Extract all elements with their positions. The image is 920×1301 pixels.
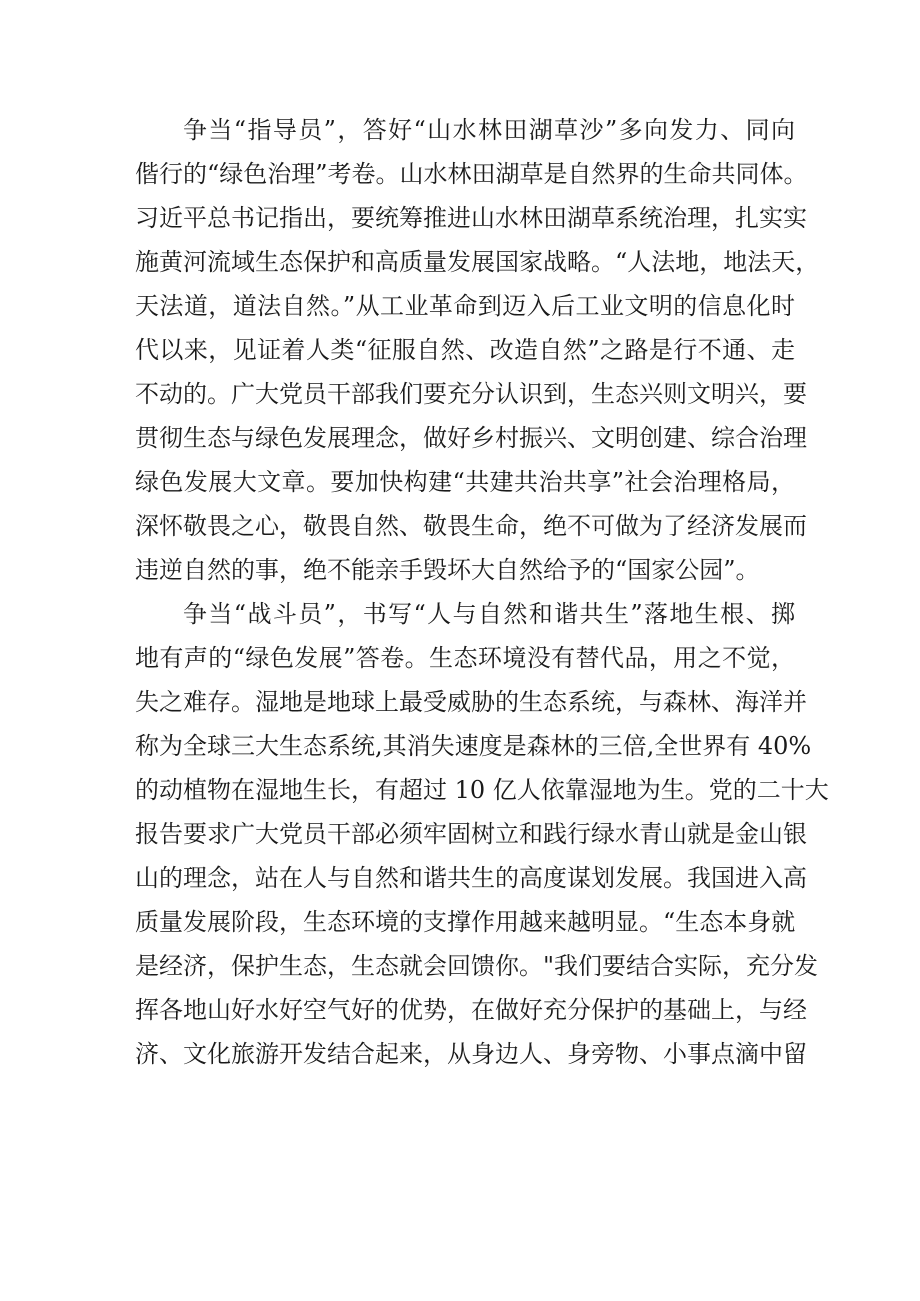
text-line: 天法道，道法自然。”从工业革命到迈入后工业文明的信息化时 (135, 292, 795, 320)
text-line: 是经济，保护生态，生态就会回馈你。"我们要结合实际，充分发 (135, 952, 819, 980)
text-line: 贯彻生态与绿色发展理念，做好乡村振兴、文明创建、综合治理 (135, 424, 807, 452)
text-line: 争当“战斗员”，书写“人与自然和谐共生”落地生根、掷 (183, 600, 795, 628)
text-line: 偕行的“绿色治理”考卷。山水林田湖草是自然界的生命共同体。 (135, 160, 808, 188)
text-line: 习近平总书记指出，要统筹推进山水林田湖草系统治理，扎实实 (135, 204, 807, 232)
text-line: 报告要求广大党员干部必须牢固树立和践行绿水青山就是金山银 (135, 820, 807, 848)
text-line: 施黄河流域生态保护和高质量发展国家战略。“人法地，地法天， (135, 248, 820, 276)
text-line: 挥各地山好水好空气好的优势，在做好充分保护的基础上，与经 (135, 996, 807, 1024)
paragraph-2 (135, 592, 829, 1076)
paragraph-1 (135, 108, 820, 592)
text-line: 失之难存。湿地是地球上最受威胁的生态系统，与森林、海洋并 (135, 688, 807, 716)
text-line: 质量发展阶段，生态环境的支撑作用越来越明显。“生态本身就 (135, 908, 796, 936)
article-body (135, 108, 829, 1076)
text-line: 争当“指导员”，答好“山水林田湖草沙”多向发力、同向 (183, 116, 795, 144)
text-line: 深怀敬畏之心，敬畏自然、敬畏生命，绝不可做为了经济发展而 (135, 512, 807, 540)
text-line: 绿色发展大文章。要加快构建“共建共治共享”社会治理格局， (135, 468, 795, 496)
text-line: 的动植物在湿地生长，有超过 10 亿人依靠湿地为生。党的二十大 (135, 776, 829, 804)
text-line: 地有声的“绿色发展”答卷。生态环境没有替代品，用之不觉， (135, 644, 795, 672)
text-line: 代以来，见证着人类“征服自然、改造自然”之路是行不通、走 (135, 336, 795, 364)
text-line: 济、文化旅游开发结合起来，从身边人、身旁物、小事点滴中留 (135, 1040, 807, 1068)
text-line: 称为全球三大生态系统,其消失速度是森林的三倍,全世界有 40% (135, 732, 812, 760)
text-line: 不动的。广大党员干部我们要充分认识到，生态兴则文明兴，要 (135, 380, 807, 408)
text-line: 山的理念，站在人与自然和谐共生的高度谋划发展。我国进入高 (135, 864, 807, 892)
text-line: 违逆自然的事，绝不能亲手毁坏大自然给予的“国家公园”。 (135, 556, 760, 584)
